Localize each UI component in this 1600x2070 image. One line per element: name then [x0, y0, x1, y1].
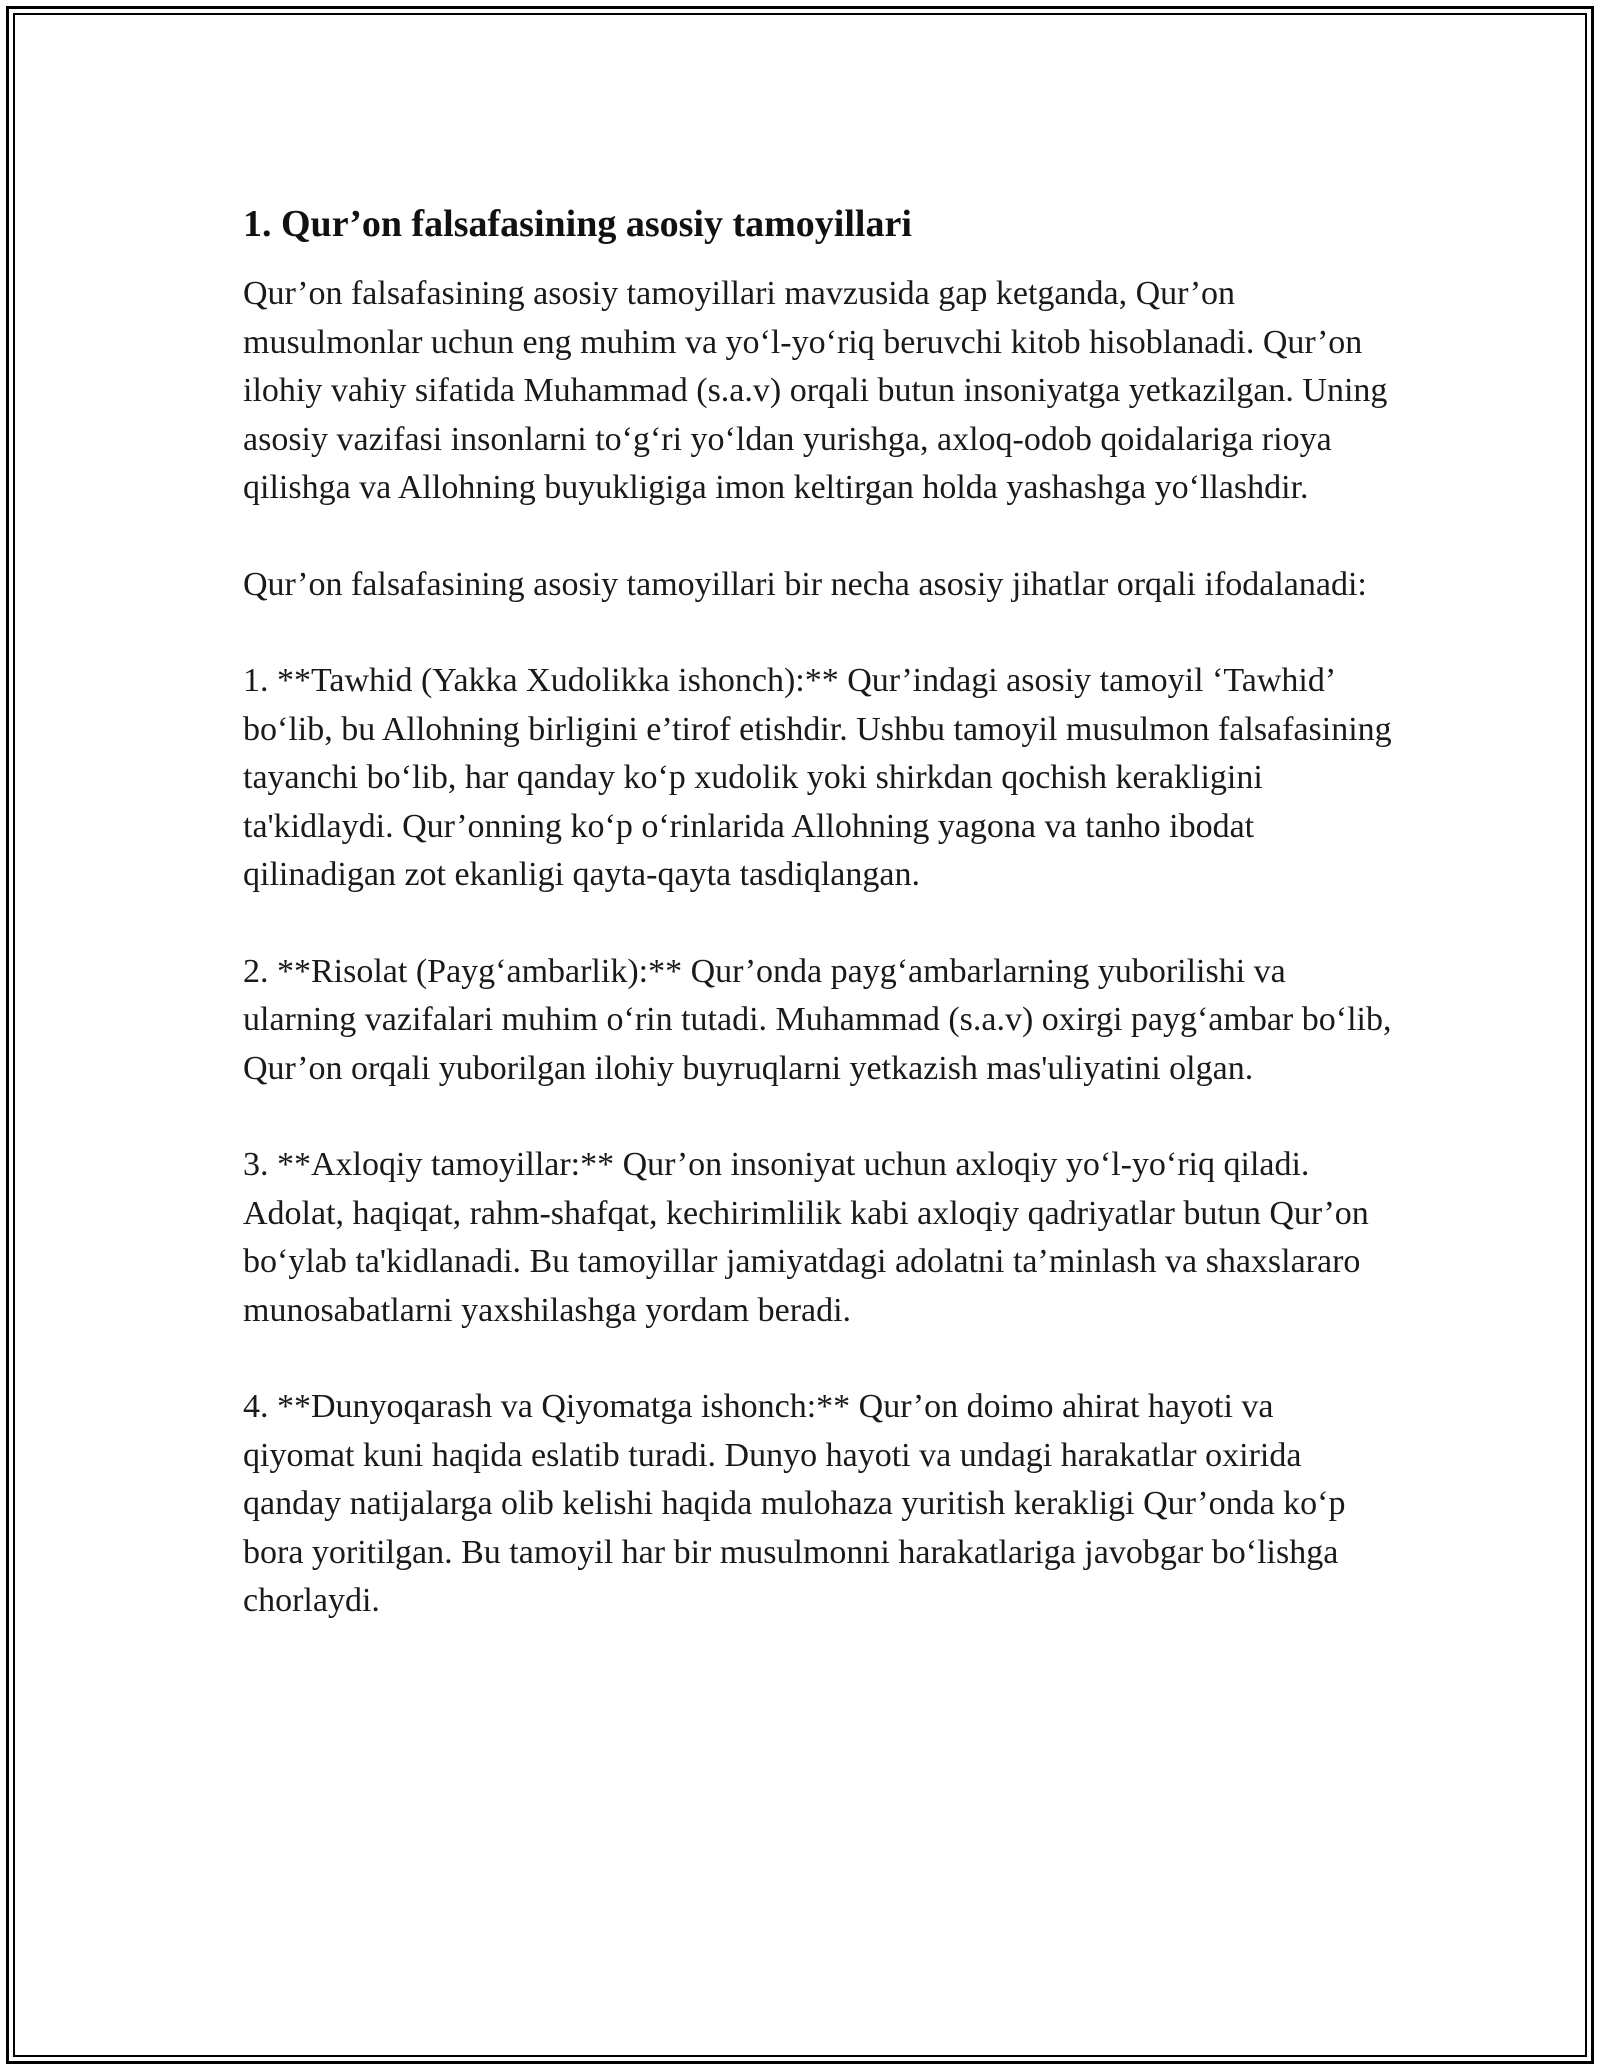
paragraph-ethics: 3. **Axloqiy tamoyillar:** Qur’on insoniyat uchun axloqiy yo‘l-yo‘riq qiladi. Adolat, haqiqat, rahm-shafqat, kechirimlilik kabi axloqiy qadriyatlar butun Qur’on bo‘ylab ta'kidlanadi. Bu tamoyillar jamiyatdagi adolatni ta’minlash va shaxslararo munosabatlarni yaxshilashga yordam beradi.: [243, 1146, 1369, 1329]
paragraph-risolat: 2. **Risolat (Payg‘ambarlik):** Qur’onda payg‘ambarlarning yuborilishi va ularning vazifalari muhim o‘rin tutadi. Muhammad (s.a.v) oxirgi payg‘ambar bo‘lib, Qur’on orqali yuborilgan ilohiy buyruqlarni yetkazish mas'uliyatini olgan.: [243, 952, 1392, 1087]
document-body: [243, 200, 1393, 1674]
page-border-inner: [13, 13, 1587, 2057]
paragraph-principles-lead: Qur’on falsafasining asosiy tamoyillari bir necha asosiy jihatlar orqali ifodalanadi:: [243, 565, 1367, 603]
paragraph-worldview: 4. **Dunyoqarash va Qiyomatga ishonch:** Qur’on doimo ahirat hayoti va qiyomat kuni haqida eslatib turadi. Dunyo hayoti va undagi harakatlar oxirida qanday natijalarga olib kelishi haqida mulohaza yuritish kerakligi Qur’onda ko‘p bora yoritilgan. Bu tamoyil har bir musulmonni harakatlariga javobgar bo‘lishga chorlaydi.: [243, 1388, 1346, 1619]
paragraph-intro: Qur’on falsafasining asosiy tamoyillari mavzusida gap ketganda, Qur’on musulmonlar uchun eng muhim va yo‘l-yo‘riq beruvchi kitob hisoblanadi. Qur’on ilohiy vahiy sifatida Muhammad (s.a.v) orqali butun insoniyatga yetkazilgan. Uning asosiy vazifasi insonlarni to‘g‘ri yo‘ldan yurishga, axloq-odob qoidalariga rioya qilishga va Allohning buyukligiga imon keltirgan holda yashashga yo‘llashdir.: [243, 275, 1388, 506]
paragraph-tawhid: 1. **Tawhid (Yakka Xudolikka ishonch):** Qur’indagi asosiy tamoyil ‘Tawhid’ bo‘lib, bu Allohning birligini e’tirof etishdir. Ushbu tamoyil musulmon falsafasining tayanchi bo‘lib, har qanday ko‘p xudolik yoki shirkdan qochish kerakligini ta'kidlaydi. Qur’onning ko‘p o‘rinlarida Allohning yagona va tanho ibodat qilinadigan zot ekanligi qayta-qayta tasdiqlangan.: [243, 662, 1392, 893]
document-title: 1. Qur’on falsafasining asosiy tamoyillari: [243, 203, 912, 245]
page-border: [6, 6, 1594, 2064]
